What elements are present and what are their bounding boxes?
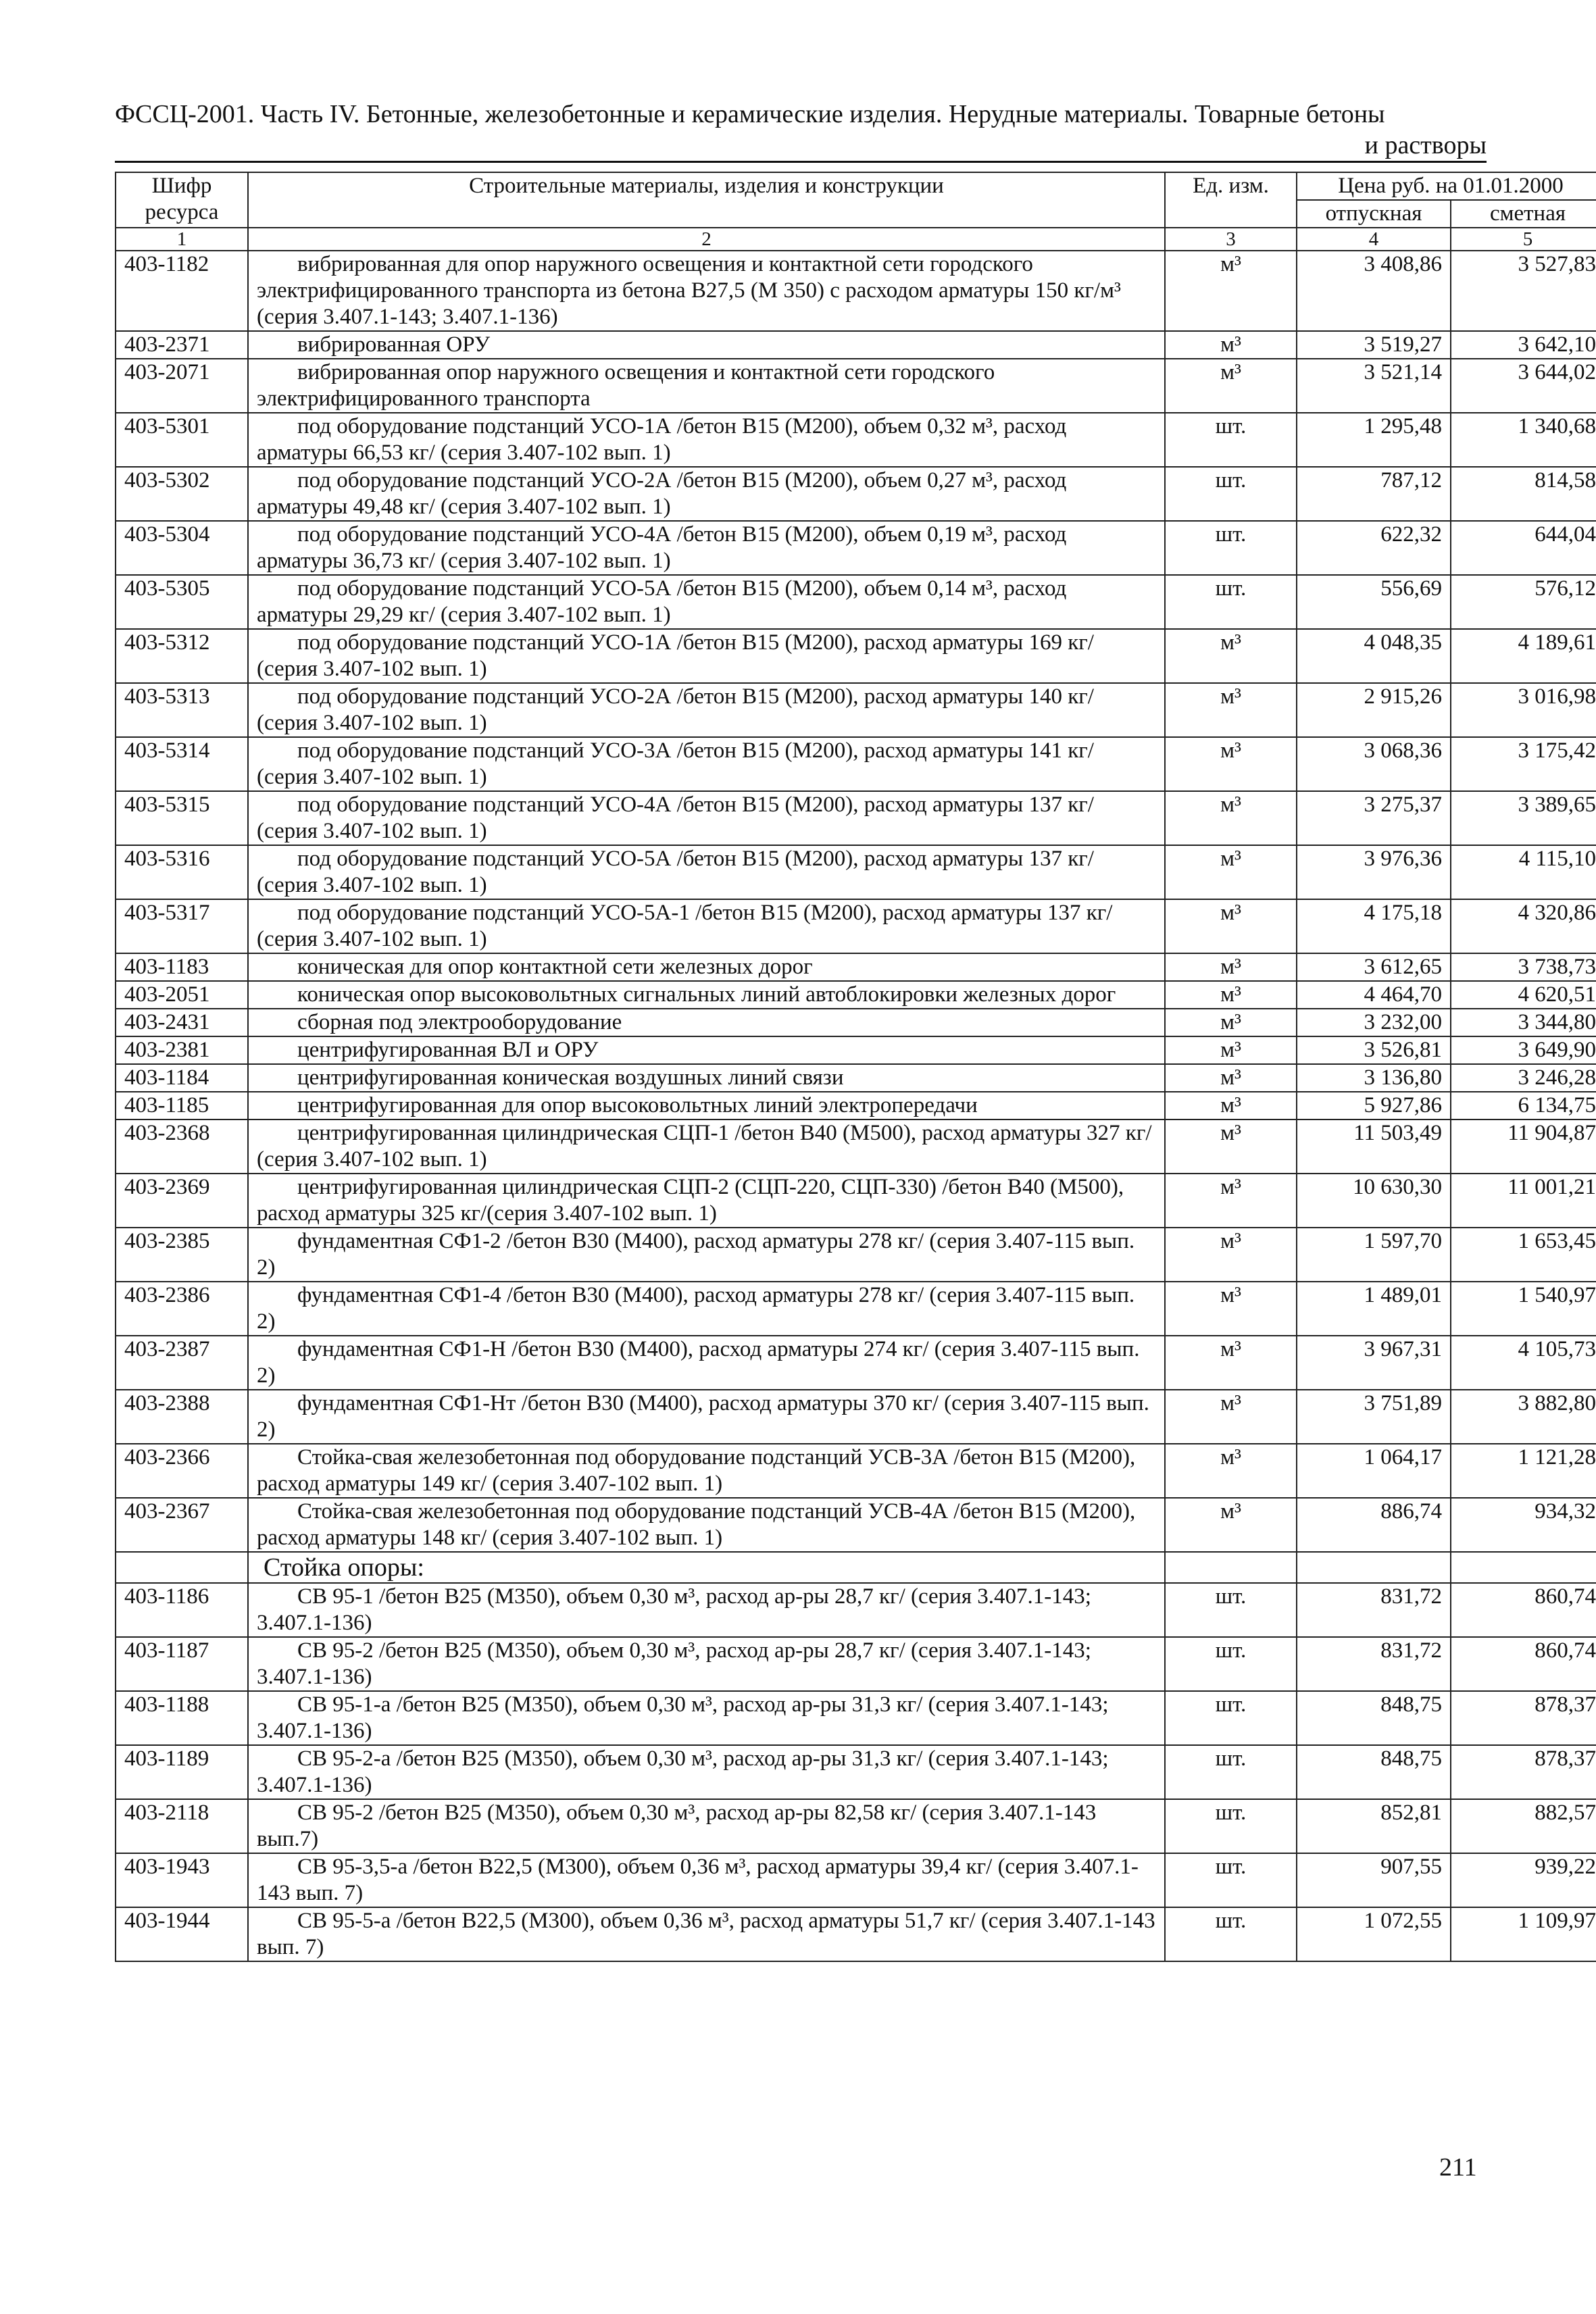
description-cell: [248, 1336, 1165, 1390]
unit-cell: м³: [1165, 791, 1297, 845]
unit-cell: м³: [1165, 899, 1297, 953]
description-cell: [248, 1064, 1165, 1092]
estimate-price-cell: 860,74: [1451, 1637, 1596, 1691]
description-text: СВ 95-1-а /бетон В25 (М350), объем 0,30 м³, расход ар-ры 31,3 кг/ (серия 3.407.1-143; 3.407.1-136): [257, 1692, 1109, 1743]
description-text: СВ 95-2 /бетон В25 (М350), объем 0,30 м³, расход ар-ры 28,7 кг/ (серия 3.407.1-143; 3.407.1-136): [257, 1638, 1091, 1689]
release-price-cell: 831,72: [1297, 1583, 1451, 1637]
release-price-cell: 3 068,36: [1297, 737, 1451, 791]
unit-cell: м³: [1165, 359, 1297, 413]
table-row: [116, 1282, 1596, 1336]
release-price-cell: 4 175,18: [1297, 899, 1451, 953]
table-row: [116, 1390, 1596, 1444]
unit-cell: шт.: [1165, 1853, 1297, 1907]
table-row: [116, 1228, 1596, 1282]
code-cell: 403-1189: [116, 1745, 248, 1799]
description-text: под оборудование подстанций УСО-2А /бетон В15 (М200), объем 0,27 м³, расход арматуры 49,48 кг/ (серия 3.407-102 вып. 1): [257, 468, 1067, 519]
unit-cell: шт.: [1165, 521, 1297, 575]
description-cell: [248, 981, 1165, 1009]
description-text: Стойка-свая железобетонная под оборудование подстанций УСВ-3А /бетон В15 (М200), расход арматуры 149 кг/ (серия 3.407-102 вып. 1): [257, 1445, 1136, 1496]
table-row: [116, 1092, 1596, 1120]
description-cell: [248, 629, 1165, 683]
release-price-cell: 907,55: [1297, 1853, 1451, 1907]
table-row: [116, 1336, 1596, 1390]
unit-cell: м³: [1165, 1120, 1297, 1174]
table-row: [116, 1691, 1596, 1745]
description-cell: [248, 791, 1165, 845]
estimate-price-cell: 6 134,75: [1451, 1092, 1596, 1120]
unit-cell: шт.: [1165, 467, 1297, 521]
unit-cell: м³: [1165, 1036, 1297, 1064]
estimate-price-cell: 878,37: [1451, 1691, 1596, 1745]
code-cell: 403-2431: [116, 1009, 248, 1036]
table-row: [116, 1745, 1596, 1799]
description-cell: [248, 1853, 1165, 1907]
description-cell: [248, 1799, 1165, 1853]
estimate-price-cell: 3 642,10: [1451, 331, 1596, 359]
code-cell: 403-2388: [116, 1390, 248, 1444]
table-row: [116, 683, 1596, 737]
header-rule: [115, 161, 1487, 163]
estimate-price-cell: 3 016,98: [1451, 683, 1596, 737]
release-price-cell: 3 526,81: [1297, 1036, 1451, 1064]
description-cell: [248, 1390, 1165, 1444]
description-text: под оборудование подстанций УСО-4А /бетон В15 (М200), расход арматуры 137 кг/ (серия 3.407-102 вып. 1): [257, 793, 1094, 843]
code-cell: 403-2371: [116, 331, 248, 359]
description-cell: [248, 1120, 1165, 1174]
description-text: фундаментная СФ1-Нт /бетон В30 (М400), расход арматуры 370 кг/ (серия 3.407-115 вып. 2): [257, 1391, 1149, 1442]
estimate-price-cell: 644,04: [1451, 521, 1596, 575]
release-price-cell: 1 597,70: [1297, 1228, 1451, 1282]
release-price-cell: 4 464,70: [1297, 981, 1451, 1009]
description-cell: [248, 1009, 1165, 1036]
table-row: [116, 359, 1596, 413]
description-text: СВ 95-2 /бетон В25 (М350), объем 0,30 м³, расход ар-ры 82,58 кг/ (серия 3.407.1-143 вып.7): [257, 1801, 1097, 1851]
description-text: коническая для опор контактной сети железных дорог: [297, 955, 813, 979]
release-price-cell: 1 064,17: [1297, 1444, 1451, 1498]
code-cell: 403-1183: [116, 953, 248, 981]
table-row: [116, 521, 1596, 575]
estimate-price-cell: 814,58: [1451, 467, 1596, 521]
estimate-price-cell: 878,37: [1451, 1745, 1596, 1799]
description-text: фундаментная СФ1-Н /бетон В30 (М400), расход арматуры 274 кг/ (серия 3.407-115 вып. 2): [257, 1337, 1140, 1388]
code-cell: 403-2366: [116, 1444, 248, 1498]
unit-cell: [1165, 1552, 1297, 1583]
description-text: под оборудование подстанций УСО-1А /бетон В15 (М200), расход арматуры 169 кг/ (серия 3.407-102 вып. 1): [257, 630, 1094, 681]
code-cell: 403-2118: [116, 1799, 248, 1853]
table-row: [116, 1853, 1596, 1907]
code-cell: 403-5317: [116, 899, 248, 953]
code-cell: 403-5316: [116, 845, 248, 899]
header-code: Шифр ресурса: [116, 172, 248, 228]
table-row: [116, 1174, 1596, 1228]
description-cell: [248, 1552, 1165, 1583]
table-row: [116, 899, 1596, 953]
page-number: 211: [1439, 2153, 1477, 2182]
estimate-price-cell: 4 320,86: [1451, 899, 1596, 953]
unit-cell: м³: [1165, 981, 1297, 1009]
section-row: [116, 1552, 1596, 1583]
release-price-cell: 3 521,14: [1297, 359, 1451, 413]
description-text: вибрированная опор наружного освещения и контактной сети городского электрифицированного транспорта: [257, 360, 995, 411]
release-price-cell: 3 275,37: [1297, 791, 1451, 845]
code-cell: 403-1944: [116, 1907, 248, 1961]
code-cell: 403-1187: [116, 1637, 248, 1691]
column-number: 5: [1451, 228, 1596, 251]
unit-cell: м³: [1165, 1390, 1297, 1444]
description-cell: [248, 953, 1165, 981]
release-price-cell: 848,75: [1297, 1691, 1451, 1745]
unit-cell: шт.: [1165, 1583, 1297, 1637]
description-cell: [248, 1691, 1165, 1745]
description-cell: [248, 683, 1165, 737]
description-text: сборная под электрооборудование: [297, 1010, 622, 1034]
release-price-cell: 3 967,31: [1297, 1336, 1451, 1390]
table-row: [116, 845, 1596, 899]
code-cell: 403-5302: [116, 467, 248, 521]
unit-cell: м³: [1165, 953, 1297, 981]
estimate-price-cell: 4 189,61: [1451, 629, 1596, 683]
estimate-price-cell: 1 540,97: [1451, 1282, 1596, 1336]
table-row: [116, 629, 1596, 683]
description-cell: [248, 1907, 1165, 1961]
estimate-price-cell: 576,12: [1451, 575, 1596, 629]
description-text: под оборудование подстанций УСО-1А /бетон В15 (М200), объем 0,32 м³, расход арматуры 66,53 кг/ (серия 3.407-102 вып. 1): [257, 414, 1067, 465]
code-cell: 403-2071: [116, 359, 248, 413]
unit-cell: м³: [1165, 1282, 1297, 1336]
code-cell: 403-2367: [116, 1498, 248, 1552]
description-text: под оборудование подстанций УСО-5А-1 /бетон В15 (М200), расход арматуры 137 кг/ (серия 3.407-102 вып. 1): [257, 901, 1113, 951]
code-cell: 403-5312: [116, 629, 248, 683]
table-row: [116, 1799, 1596, 1853]
unit-cell: шт.: [1165, 1907, 1297, 1961]
unit-cell: м³: [1165, 251, 1297, 331]
code-cell: 403-1188: [116, 1691, 248, 1745]
table-row: [116, 737, 1596, 791]
description-text: под оборудование подстанций УСО-5А /бетон В15 (М200), расход арматуры 137 кг/ (серия 3.407-102 вып. 1): [257, 847, 1094, 897]
table-row: [116, 1498, 1596, 1552]
unit-cell: м³: [1165, 1064, 1297, 1092]
description-cell: [248, 899, 1165, 953]
release-price-cell: 1 295,48: [1297, 413, 1451, 467]
unit-cell: шт.: [1165, 575, 1297, 629]
unit-cell: м³: [1165, 629, 1297, 683]
unit-cell: шт.: [1165, 1637, 1297, 1691]
release-price-cell: 1 072,55: [1297, 1907, 1451, 1961]
description-cell: [248, 521, 1165, 575]
description-text: вибрированная ОРУ: [297, 332, 491, 357]
description-cell: [248, 331, 1165, 359]
description-text: под оборудование подстанций УСО-3А /бетон В15 (М200), расход арматуры 141 кг/ (серия 3.407-102 вып. 1): [257, 738, 1094, 789]
unit-cell: м³: [1165, 737, 1297, 791]
table-row: [116, 467, 1596, 521]
table-row: [116, 1064, 1596, 1092]
column-number: 3: [1165, 228, 1297, 251]
description-text: Стойка-свая железобетонная под оборудование подстанций УСВ-4А /бетон В15 (М200), расход арматуры 148 кг/ (серия 3.407-102 вып. 1): [257, 1499, 1136, 1550]
table-row: [116, 1444, 1596, 1498]
description-cell: [248, 1092, 1165, 1120]
release-price-cell: 10 630,30: [1297, 1174, 1451, 1228]
release-price-cell: 556,69: [1297, 575, 1451, 629]
code-cell: 403-1185: [116, 1092, 248, 1120]
description-cell: [248, 251, 1165, 331]
description-cell: [248, 467, 1165, 521]
estimate-price-cell: 11 904,87: [1451, 1120, 1596, 1174]
release-price-cell: 3 976,36: [1297, 845, 1451, 899]
estimate-price-cell: 3 389,65: [1451, 791, 1596, 845]
description-text: центрифугированная для опор высоковольтных линий электропередачи: [297, 1093, 978, 1117]
page-header-line-1: ФССЦ-2001. Часть IV. Бетонные, железобетонные и керамические изделия. Нерудные материалы. Товарные бетоны: [115, 100, 1385, 128]
table-body: [116, 251, 1596, 1961]
table-row: [116, 1009, 1596, 1036]
description-cell: [248, 1282, 1165, 1336]
code-cell: 403-5313: [116, 683, 248, 737]
description-cell: [248, 359, 1165, 413]
estimate-price-cell: 939,22: [1451, 1853, 1596, 1907]
description-cell: [248, 1228, 1165, 1282]
code-cell: 403-2051: [116, 981, 248, 1009]
unit-cell: м³: [1165, 845, 1297, 899]
unit-cell: м³: [1165, 1336, 1297, 1390]
unit-cell: м³: [1165, 683, 1297, 737]
estimate-price-cell: 1 109,97: [1451, 1907, 1596, 1961]
code-cell: 403-1184: [116, 1064, 248, 1092]
unit-cell: м³: [1165, 1444, 1297, 1498]
header-price-estimate: сметная: [1451, 200, 1596, 228]
description-text: коническая опор высоковольтных сигнальных линий автоблокировки железных дорог: [297, 982, 1116, 1007]
description-text: вибрированная для опор наружного освещения и контактной сети городского электрифицированного транспорта из бетона В27,5 (М 350) с расходом арматуры 150 кг/м³ (серия 3.407.1-143; 3.407.1-136): [257, 252, 1121, 329]
release-price-cell: 3 519,27: [1297, 331, 1451, 359]
release-price-cell: 787,12: [1297, 467, 1451, 521]
description-text: СВ 95-5-а /бетон В22,5 (М300), объем 0,36 м³, расход арматуры 51,7 кг/ (серия 3.407.1-143 вып. 7): [257, 1909, 1155, 1959]
description-cell: [248, 413, 1165, 467]
table-row: [116, 1907, 1596, 1961]
description-cell: [248, 1036, 1165, 1064]
table-header: [116, 172, 1596, 251]
code-cell: 403-2369: [116, 1174, 248, 1228]
estimate-price-cell: 1 121,28: [1451, 1444, 1596, 1498]
release-price-cell: 622,32: [1297, 521, 1451, 575]
description-text: СВ 95-3,5-а /бетон В22,5 (М300), объем 0,36 м³, расход арматуры 39,4 кг/ (серия 3.407.1-143 вып. 7): [257, 1855, 1139, 1905]
unit-cell: шт.: [1165, 413, 1297, 467]
estimate-price-cell: 3 246,28: [1451, 1064, 1596, 1092]
description-text: СВ 95-1 /бетон В25 (М350), объем 0,30 м³, расход ар-ры 28,7 кг/ (серия 3.407.1-143; 3.407.1-136): [257, 1584, 1091, 1635]
unit-cell: шт.: [1165, 1691, 1297, 1745]
code-cell: 403-1182: [116, 251, 248, 331]
page-header: [115, 99, 1487, 161]
description-text: Стойка опоры:: [264, 1553, 424, 1582]
description-text: центрифугированная цилиндрическая СЦП-1 /бетон В40 (М500), расход арматуры 327 кг/ (серия 3.407-102 вып. 1): [257, 1121, 1152, 1172]
release-price-cell: 5 927,86: [1297, 1092, 1451, 1120]
table-row: [116, 575, 1596, 629]
unit-cell: шт.: [1165, 1745, 1297, 1799]
unit-cell: м³: [1165, 1009, 1297, 1036]
page-header-line-2: и растворы: [1364, 131, 1487, 159]
release-price-cell: 4 048,35: [1297, 629, 1451, 683]
table-row: [116, 413, 1596, 467]
header-price-group: Цена руб. на 01.01.2000: [1297, 172, 1596, 200]
price-table: [115, 172, 1596, 1962]
description-cell: [248, 1637, 1165, 1691]
unit-cell: шт.: [1165, 1799, 1297, 1853]
release-price-cell: 852,81: [1297, 1799, 1451, 1853]
table-row: [116, 251, 1596, 331]
estimate-price-cell: [1451, 1552, 1596, 1583]
description-text: под оборудование подстанций УСО-4А /бетон В15 (М200), объем 0,19 м³, расход арматуры 36,73 кг/ (серия 3.407-102 вып. 1): [257, 522, 1067, 573]
code-cell: 403-5304: [116, 521, 248, 575]
header-name: Строительные материалы, изделия и конструкции: [248, 172, 1165, 228]
table-row: [116, 791, 1596, 845]
estimate-price-cell: 3 175,42: [1451, 737, 1596, 791]
release-price-cell: 831,72: [1297, 1637, 1451, 1691]
estimate-price-cell: 3 527,83: [1451, 251, 1596, 331]
code-cell: 403-2385: [116, 1228, 248, 1282]
table-row: [116, 1036, 1596, 1064]
estimate-price-cell: 4 115,10: [1451, 845, 1596, 899]
table-row: [116, 331, 1596, 359]
estimate-price-cell: 4 620,51: [1451, 981, 1596, 1009]
estimate-price-cell: 3 344,80: [1451, 1009, 1596, 1036]
release-price-cell: 3 612,65: [1297, 953, 1451, 981]
description-cell: [248, 1745, 1165, 1799]
header-price-release: отпускная: [1297, 200, 1451, 228]
description-text: под оборудование подстанций УСО-2А /бетон В15 (М200), расход арматуры 140 кг/ (серия 3.407-102 вып. 1): [257, 684, 1094, 735]
estimate-price-cell: 1 653,45: [1451, 1228, 1596, 1282]
release-price-cell: 11 503,49: [1297, 1120, 1451, 1174]
release-price-cell: 1 489,01: [1297, 1282, 1451, 1336]
description-cell: [248, 1174, 1165, 1228]
code-cell: 403-5301: [116, 413, 248, 467]
unit-cell: м³: [1165, 331, 1297, 359]
code-cell: 403-1943: [116, 1853, 248, 1907]
column-number: 2: [248, 228, 1165, 251]
release-price-cell: 3 751,89: [1297, 1390, 1451, 1444]
estimate-price-cell: 11 001,21: [1451, 1174, 1596, 1228]
description-cell: [248, 1498, 1165, 1552]
release-price-cell: 886,74: [1297, 1498, 1451, 1552]
column-number: 4: [1297, 228, 1451, 251]
description-text: центрифугированная цилиндрическая СЦП-2 (СЦП-220, СЦП-330) /бетон В40 (М500), расход арматуры 325 кг/(серия 3.407-102 вып. 1): [257, 1175, 1124, 1226]
table-row: [116, 1583, 1596, 1637]
table-row: [116, 953, 1596, 981]
description-text: под оборудование подстанций УСО-5А /бетон В15 (М200), объем 0,14 м³, расход арматуры 29,29 кг/ (серия 3.407-102 вып. 1): [257, 576, 1067, 627]
release-price-cell: 3 136,80: [1297, 1064, 1451, 1092]
estimate-price-cell: 3 882,80: [1451, 1390, 1596, 1444]
table-row: [116, 1637, 1596, 1691]
estimate-price-cell: 3 649,90: [1451, 1036, 1596, 1064]
table-row: [116, 981, 1596, 1009]
description-cell: [248, 1444, 1165, 1498]
header-unit: Ед. изм.: [1165, 172, 1297, 228]
unit-cell: м³: [1165, 1092, 1297, 1120]
unit-cell: м³: [1165, 1228, 1297, 1282]
code-cell: 403-5305: [116, 575, 248, 629]
table-row: [116, 1120, 1596, 1174]
unit-cell: м³: [1165, 1498, 1297, 1552]
code-cell: 403-2386: [116, 1282, 248, 1336]
code-cell: 403-2368: [116, 1120, 248, 1174]
code-cell: 403-2381: [116, 1036, 248, 1064]
code-cell: 403-5314: [116, 737, 248, 791]
unit-cell: м³: [1165, 1174, 1297, 1228]
code-cell: 403-2387: [116, 1336, 248, 1390]
release-price-cell: [1297, 1552, 1451, 1583]
description-text: фундаментная СФ1-2 /бетон В30 (М400), расход арматуры 278 кг/ (серия 3.407-115 вып. 2): [257, 1229, 1135, 1280]
release-price-cell: 3 232,00: [1297, 1009, 1451, 1036]
estimate-price-cell: 3 738,73: [1451, 953, 1596, 981]
estimate-price-cell: 860,74: [1451, 1583, 1596, 1637]
estimate-price-cell: 4 105,73: [1451, 1336, 1596, 1390]
description-cell: [248, 575, 1165, 629]
estimate-price-cell: 934,32: [1451, 1498, 1596, 1552]
description-cell: [248, 845, 1165, 899]
description-text: центрифугированная ВЛ и ОРУ: [297, 1038, 599, 1062]
code-cell: 403-1186: [116, 1583, 248, 1637]
description-cell: [248, 737, 1165, 791]
description-text: центрифугированная коническая воздушных линий связи: [297, 1065, 844, 1090]
column-number: 1: [116, 228, 248, 251]
release-price-cell: 848,75: [1297, 1745, 1451, 1799]
code-cell: 403-5315: [116, 791, 248, 845]
estimate-price-cell: 1 340,68: [1451, 413, 1596, 467]
code-cell: [116, 1552, 248, 1583]
description-cell: [248, 1583, 1165, 1637]
release-price-cell: 3 408,86: [1297, 251, 1451, 331]
estimate-price-cell: 882,57: [1451, 1799, 1596, 1853]
release-price-cell: 2 915,26: [1297, 683, 1451, 737]
description-text: СВ 95-2-а /бетон В25 (М350), объем 0,30 м³, расход ар-ры 31,3 кг/ (серия 3.407.1-143; 3.407.1-136): [257, 1746, 1109, 1797]
description-text: фундаментная СФ1-4 /бетон В30 (М400), расход арматуры 278 кг/ (серия 3.407-115 вып. 2): [257, 1283, 1135, 1334]
estimate-price-cell: 3 644,02: [1451, 359, 1596, 413]
